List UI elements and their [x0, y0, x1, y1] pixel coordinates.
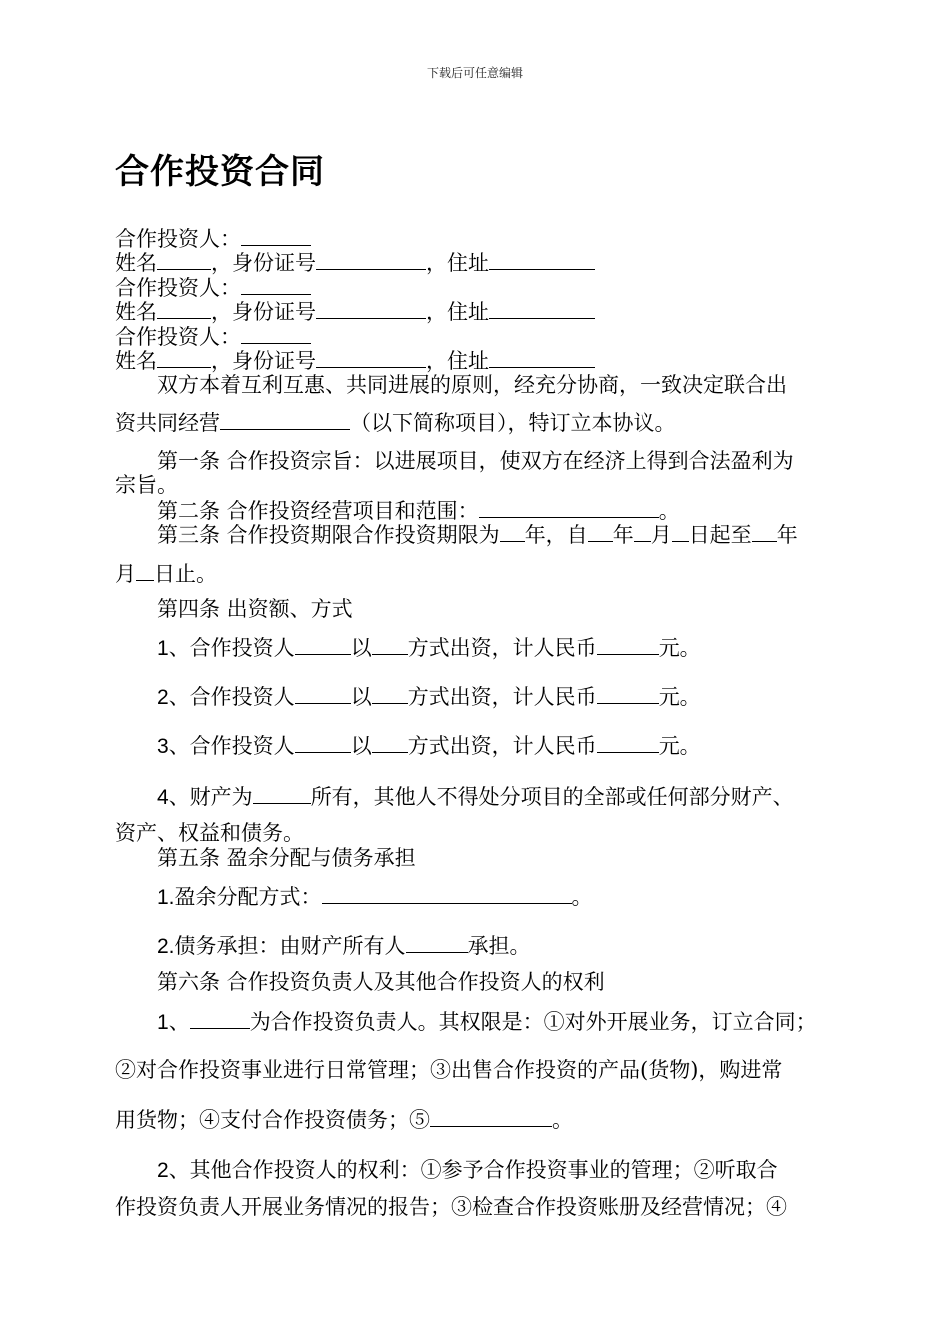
name-label: 姓名 [115, 300, 157, 324]
para-number: 1. [157, 886, 175, 909]
item-number: 2 [157, 686, 169, 709]
article-3-text-f: 年 [776, 523, 798, 547]
article-6-heading: 第六条 合作投资负责人及其他合作投资人的权利 [157, 970, 605, 994]
item-number: 3 [157, 735, 169, 758]
para-text: 用货物；④支付合作投资债务；⑤ [115, 1108, 430, 1132]
blank-start-year[interactable] [588, 522, 613, 542]
blank-id-2[interactable] [316, 299, 426, 319]
party-2-details-line [115, 299, 595, 324]
blank-method[interactable] [372, 684, 408, 704]
blank-name-3[interactable] [157, 348, 211, 368]
para-text: 、其他合作投资人的权利：①参予合作投资事业的管理；②听取合 [168, 1158, 778, 1182]
address-label: ，住址 [426, 251, 489, 275]
party-3-details-line [115, 348, 595, 373]
item-text-b: 以 [350, 685, 372, 709]
item-text-b: 以 [350, 734, 372, 758]
blank-end-year[interactable] [752, 522, 777, 542]
party-2-investor-line [115, 275, 311, 300]
article-4-item-3 [157, 733, 701, 759]
article-4-item-4-line-2: 资产、权益和债务。 [115, 821, 304, 845]
article-6-para-1-line-3 [115, 1107, 573, 1132]
item-text-b: 所有，其他人不得处分项目的全部或任何部分财产、 [310, 785, 794, 809]
blank-name-2[interactable] [157, 299, 211, 319]
article-3-text-h: 日止。 [154, 562, 217, 586]
article-4-item-4-line-1 [157, 784, 794, 810]
para-end: 。 [552, 1108, 573, 1132]
item-text-c: 方式出资，计人民币 [407, 734, 597, 758]
article-3-line-1 [157, 522, 798, 547]
article-3-text-b: 年，自 [524, 523, 588, 547]
article-3-text-g: 月 [115, 562, 136, 586]
article-3-text-c: 年 [612, 523, 634, 547]
blank-name-1[interactable] [157, 250, 211, 270]
para-number: 1 [157, 1011, 169, 1034]
blank-id-3[interactable] [316, 348, 426, 368]
article-5-para-2 [157, 933, 531, 959]
article-2-text: 第二条 合作投资经营项目和范围： [157, 499, 479, 523]
item-number: 4 [157, 786, 169, 809]
article-6-para-2-line-1 [157, 1158, 778, 1183]
article-3-line-2 [115, 561, 217, 586]
blank-investor-1[interactable] [241, 226, 311, 246]
blank-amount[interactable] [597, 635, 659, 655]
blank-address-3[interactable] [489, 348, 595, 368]
para-text: 盈余分配方式： [174, 885, 322, 909]
intro-text-a: 资共同经营 [115, 411, 220, 435]
para-text: 债务承担：由财产所有人 [174, 934, 406, 958]
item-text-a: 、财产为 [168, 785, 253, 809]
article-6-para-1-line-2: ②对合作投资事业进行日常管理；③出售合作投资的产品(货物)，购进常 [115, 1058, 783, 1082]
blank-start-day[interactable] [672, 522, 689, 542]
item-number: 1 [157, 637, 169, 660]
item-text-c: 方式出资，计人民币 [407, 685, 597, 709]
item-text-b: 以 [350, 636, 372, 660]
item-text-d: 元。 [658, 636, 701, 660]
item-text-c: 方式出资，计人民币 [407, 636, 597, 660]
address-label: ，住址 [426, 300, 489, 324]
blank-profit-distribution[interactable] [322, 884, 572, 904]
blank-investor-name[interactable] [295, 684, 351, 704]
intro-line-1: 双方本着互利互惠、共同进展的原则，经充分协商，一致决定联合出 [157, 373, 787, 397]
para-end: 。 [571, 885, 593, 909]
blank-term-years[interactable] [500, 522, 525, 542]
para-text-b: 为合作投资负责人。其权限是：①对外开展业务，订立合同； [249, 1010, 817, 1034]
para-end: 承担。 [467, 934, 531, 958]
address-label: ，住址 [426, 349, 489, 373]
intro-text-b: （以下简称项目），特订立本协议。 [350, 411, 676, 435]
id-label: ，身份证号 [211, 251, 316, 275]
blank-address-2[interactable] [489, 299, 595, 319]
blank-investor-name[interactable] [295, 635, 351, 655]
blank-end-month[interactable] [136, 561, 154, 581]
article-5-heading: 第五条 盈余分配与债务承担 [157, 846, 416, 870]
blank-project-name[interactable] [220, 410, 350, 430]
article-1-line-1: 第一条 合作投资宗旨：以进展项目，使双方在经济上得到合法盈利为 [157, 449, 794, 473]
article-2-end: 。 [658, 499, 680, 523]
item-text-d: 元。 [658, 685, 701, 709]
article-4-item-1 [157, 635, 701, 661]
blank-amount[interactable] [597, 733, 659, 753]
page-header-note: 下载后可任意编辑 [426, 66, 523, 80]
party-1-details-line [115, 250, 595, 275]
investor-label: 合作投资人： [115, 325, 241, 349]
item-text-d: 元。 [658, 734, 701, 758]
blank-investor-2[interactable] [241, 275, 311, 295]
name-label: 姓名 [115, 251, 157, 275]
investor-label: 合作投资人： [115, 227, 241, 251]
article-6-para-1-line-1 [157, 1009, 817, 1035]
article-6-para-2-line-2: 作投资负责人开展业务情况的报告；③检查合作投资账册及经营情况；④ [115, 1195, 787, 1219]
article-4-item-2 [157, 684, 701, 710]
blank-business-scope[interactable] [479, 498, 659, 518]
investor-label: 合作投资人： [115, 276, 241, 300]
blank-address-1[interactable] [489, 250, 595, 270]
para-number: 2 [157, 1159, 169, 1182]
blank-method[interactable] [372, 635, 408, 655]
party-1-investor-line [115, 226, 311, 251]
document-title: 合作投资合同 [115, 152, 325, 192]
id-label: ，身份证号 [211, 300, 316, 324]
article-2-line [157, 498, 680, 523]
para-number: 2. [157, 935, 175, 958]
blank-other-authority[interactable] [430, 1107, 552, 1127]
intro-line-2 [115, 410, 676, 435]
blank-amount[interactable] [597, 684, 659, 704]
para-text-a: 、 [168, 1010, 190, 1034]
blank-id-1[interactable] [316, 250, 426, 270]
article-3-text-e: 日起至 [688, 523, 752, 547]
item-text-a: 、合作投资人 [168, 636, 295, 660]
blank-investor-3[interactable] [241, 324, 311, 344]
article-1-line-2: 宗旨。 [115, 473, 178, 497]
blank-investor-name[interactable] [295, 733, 351, 753]
blank-responsible-person[interactable] [190, 1009, 250, 1029]
blank-method[interactable] [372, 733, 408, 753]
blank-start-month[interactable] [634, 522, 651, 542]
article-5-para-1 [157, 884, 593, 910]
article-3-text-d: 月 [650, 523, 672, 547]
id-label: ，身份证号 [211, 349, 316, 373]
blank-debt-bearer[interactable] [406, 933, 468, 953]
name-label: 姓名 [115, 349, 157, 373]
blank-property-owner[interactable] [253, 784, 311, 804]
party-3-investor-line [115, 324, 311, 349]
item-text-a: 、合作投资人 [168, 685, 295, 709]
article-3-text-a: 第三条 合作投资期限合作投资期限为 [157, 523, 500, 547]
item-text-a: 、合作投资人 [168, 734, 295, 758]
article-4-heading: 第四条 出资额、方式 [157, 597, 353, 621]
